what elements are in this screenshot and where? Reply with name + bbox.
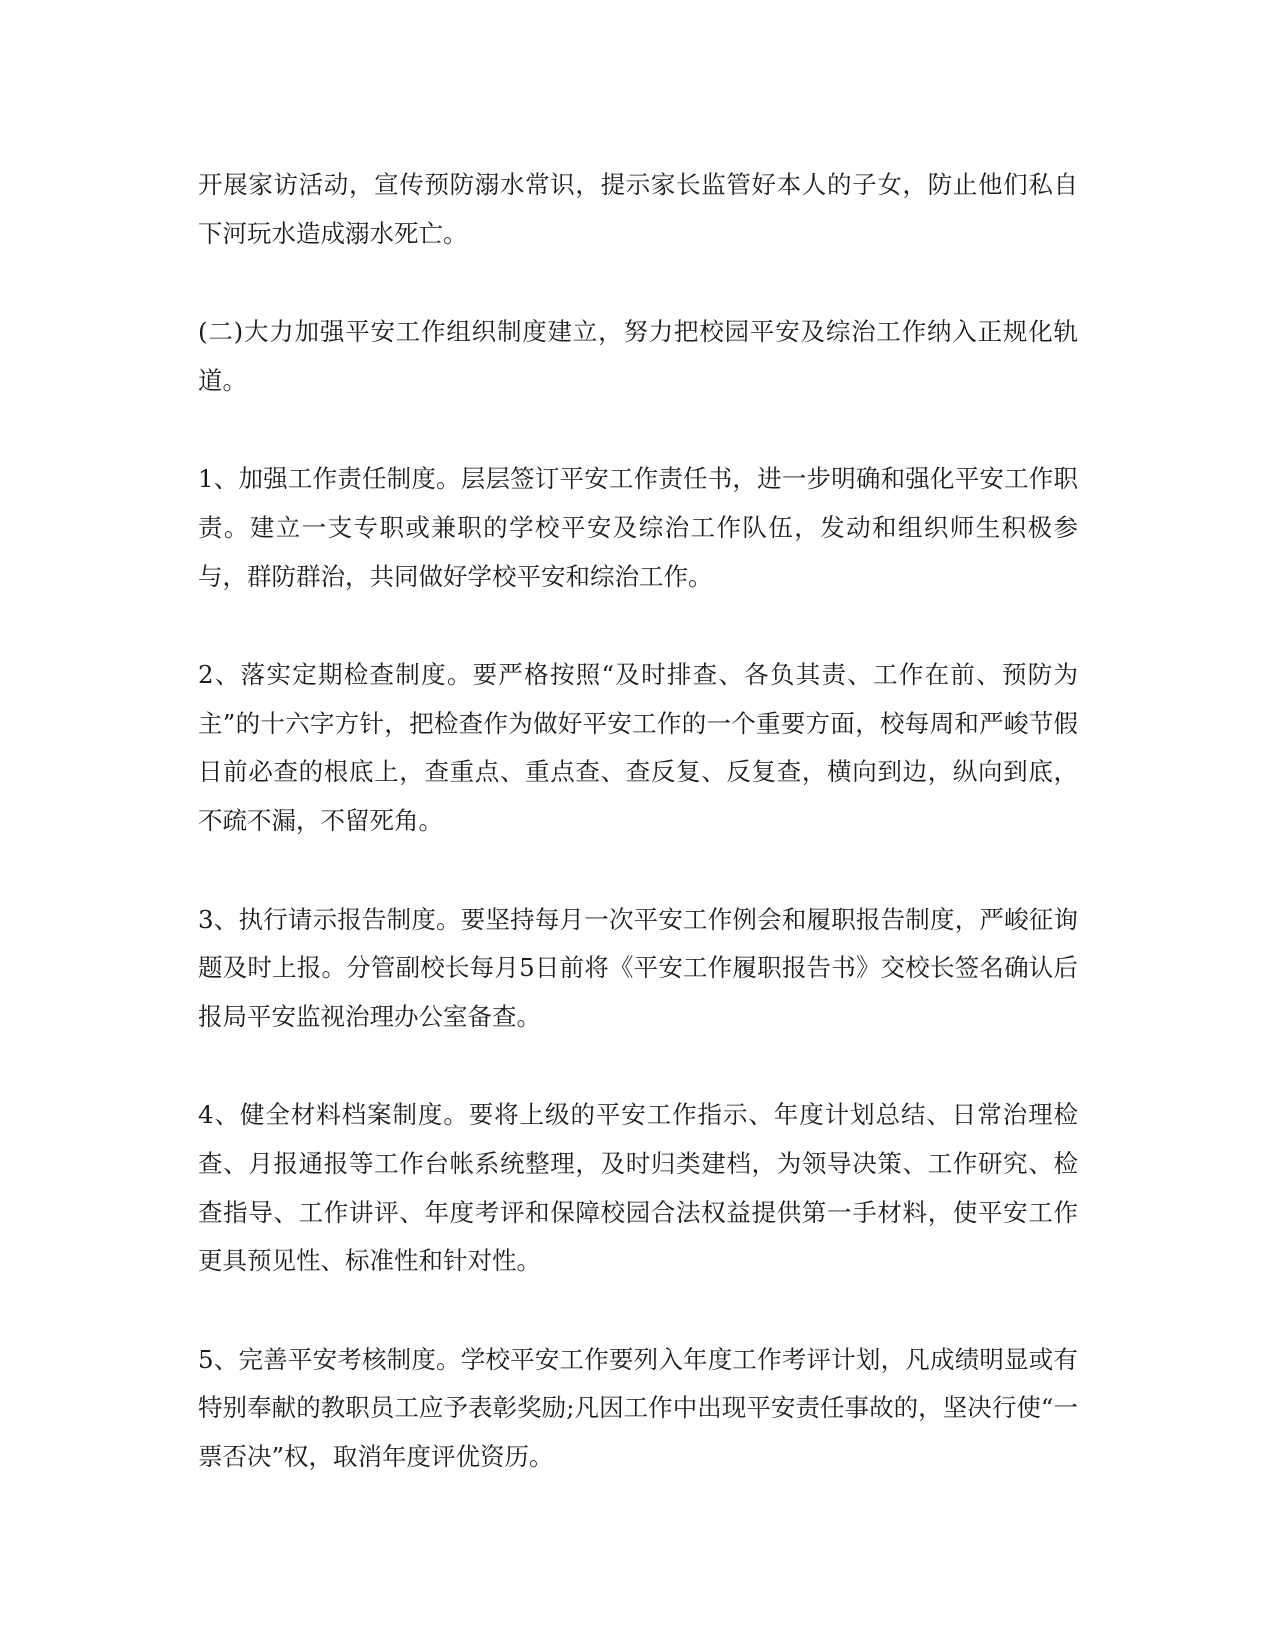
paragraph-responsibility-system: 1、加强工作责任制度。层层签订平安工作责任书，进一步明确和强化平安工作职责。建立一支专职或兼职的学校平安及综治工作队伍，发动和组织师生积极参与，群防群治，共同做好学校平安和综治工作。: [198, 464, 1078, 591]
paragraph-home-visit: 开展家访活动，宣传预防溺水常识，提示家长监管好本人的子女，防止他们私自下河玩水造成溺水死亡。: [198, 170, 1078, 248]
paragraph-inspection-system: 2、落实定期检查制度。要严格按照“及时排查、各负其责、工作在前、预防为主”的十六字方针，把检查作为做好平安工作的一个重要方面，校每周和严峻节假日前必查的根底上，查重点、重点查、查反复、反复查，横向到边，纵向到底，不疏不漏，不留死角。: [198, 660, 1078, 835]
document-body: [198, 161, 1078, 1531]
paragraph-section-heading-2: (二)大力加强平安工作组织制度建立，努力把校园平安及综治工作纳入正规化轨道。: [198, 317, 1078, 395]
paragraph-archive-system: 4、健全材料档案制度。要将上级的平安工作指示、年度计划总结、日常治理检查、月报通报等工作台帐系统整理，及时归类建档，为领导决策、工作研究、检查指导、工作讲评、年度考评和保障校园合法权益提供第一手材料，使平安工作更具预见性、标准性和针对性。: [198, 1100, 1078, 1276]
paragraph-assessment-system: 5、完善平安考核制度。学校平安工作要列入年度工作考评计划，凡成绩明显或有特别奉献的教职员工应予表彰奖励;凡因工作中出现平安责任事故的，坚决行使“一票否决”权，取消年度评优资历。: [198, 1344, 1078, 1471]
paragraph-reporting-system: 3、执行请示报告制度。要坚持每月一次平安工作例会和履职报告制度，严峻征询题及时上报。分管副校长每月5日前将《平安工作履职报告书》交校长签名确认后报局平安监视治理办公室备查。: [198, 904, 1078, 1031]
